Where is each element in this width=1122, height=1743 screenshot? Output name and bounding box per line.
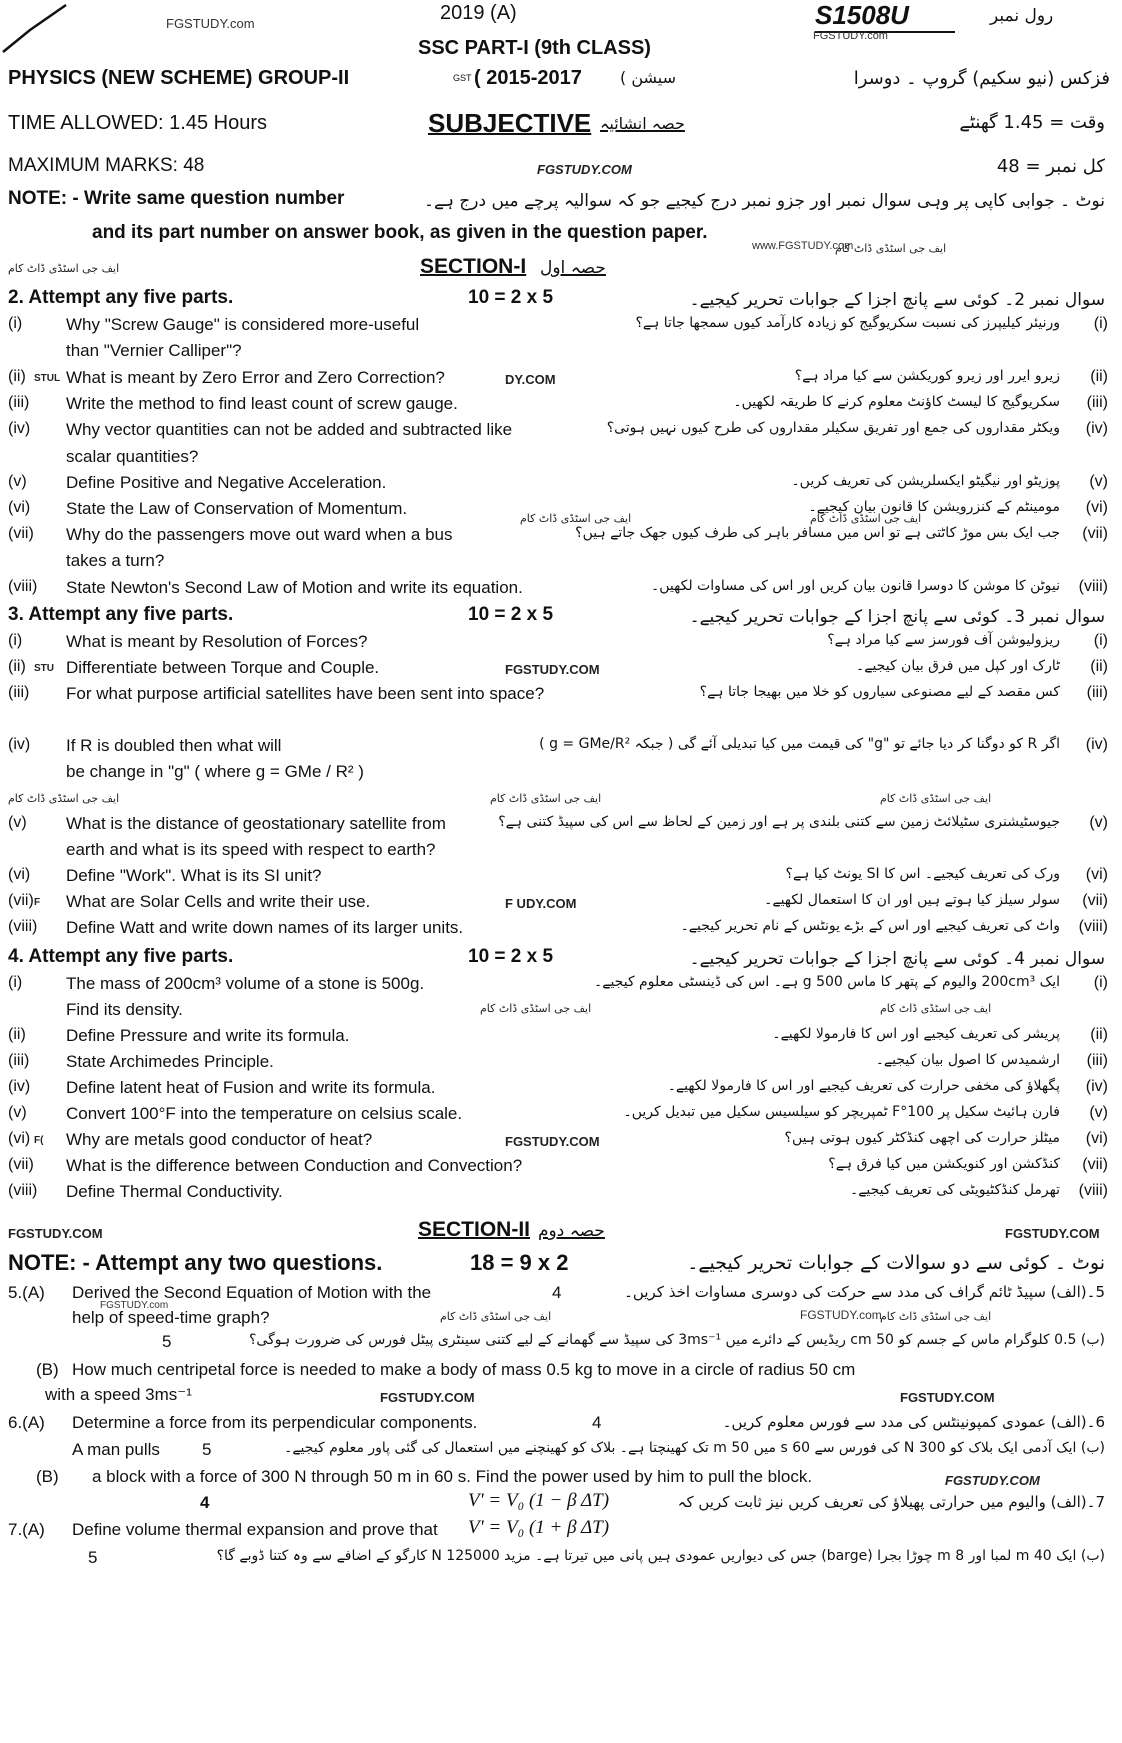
part-number-urdu-side: (iv) (1085, 420, 1108, 437)
part-number-urdu-side: (vi) (1085, 499, 1108, 516)
part-number: (viii) (8, 1182, 38, 1199)
part-text-urdu: ورنیئر کیلیپرز کی نسبت سکریوگیج کو زیادہ کارآمد کیوں سمجھا جاتا ہے؟ (635, 315, 1060, 331)
gst-mark: GST (453, 73, 472, 83)
part-text: Define Watt and write down names of its larger units. (66, 918, 464, 937)
part-text: What is meant by Zero Error and Zero Correction? (66, 368, 445, 387)
part-text: Define Positive and Negative Acceleration. (66, 473, 387, 492)
part-text-urdu: مومینٹم کے کنزرویشن کا قانون بیان کیجیے۔ (808, 499, 1060, 515)
part-text: Why vector quantities can not be added and subtracted like (66, 420, 513, 439)
watermark: FGSTUDY.COM (945, 1473, 1040, 1488)
part-number-urdu-side: (ii) (1090, 658, 1108, 675)
q6a-label: 6.(A) (8, 1413, 45, 1432)
subject-urdu: فزکس (نیو سکیم) گروپ ۔ دوسرا (853, 68, 1110, 89)
q6b-text: a block with a force of 300 N through 50 m in 60 s. Find the power used by him to pull the block. (92, 1467, 813, 1486)
subjective-urdu: حصہ انشائیہ (600, 114, 685, 133)
part-number: (v) (8, 814, 27, 831)
part-text: Define Thermal Conductivity. (66, 1182, 283, 1201)
part-number-urdu-side: (viii) (1078, 1182, 1108, 1199)
part-text-urdu: سولر سیلز کیا ہوتے ہیں اور ان کا استعمال لکھیے۔ (764, 892, 1060, 908)
part-text-urdu: تھرمل کنڈکٹیویٹی کی تعریف کیجیے۔ (849, 1182, 1060, 1198)
part-text-urdu: اگر R کو دوگنا کر دیا جائے تو "g" کی قیمت میں کیا تبدیلی آئے گی ( جبکہ g = GMe/R² ) (539, 736, 1060, 752)
part-text: For what purpose artificial satellites have been sent into space? (66, 684, 545, 703)
roll-number: S1508U (815, 0, 955, 33)
part-text-urdu: میٹلز حرارت کی اچھی کنڈکٹر کیوں ہوتی ہیں؟ (784, 1130, 1060, 1146)
part-number: (vii) (8, 1156, 34, 1173)
part-number: (vii) (8, 892, 34, 909)
part-number-urdu-side: (v) (1089, 1104, 1108, 1121)
part-number: (ii) (8, 368, 26, 385)
section-2-title-urdu: حصہ دوم (538, 1221, 605, 1241)
part-number: (iv) (8, 420, 31, 437)
part-number: (iii) (8, 394, 30, 411)
maximum-marks: MAXIMUM MARKS: 48 (8, 155, 205, 176)
question-heading: 3. Attempt any five parts. (8, 604, 234, 625)
part-number-urdu-side: (i) (1093, 315, 1108, 332)
time-urdu: وقت = 1.45 گھنٹے (959, 112, 1105, 133)
section-2-title: SECTION-II (418, 1218, 531, 1241)
watermark: F (34, 897, 41, 908)
part-number: (v) (8, 1104, 27, 1121)
watermark: STUL (34, 373, 61, 384)
q5b-urdu: (ب) 0.5 کلوگرام ماس کے جسم کو 50 cm ریڈیس کے دائرے میں 3ms⁻¹ کی سپیڈ سے گھمانے کے لیے کتنی سینٹری پیٹل فورس کی ضرورت ہوگی؟ (249, 1332, 1105, 1348)
watermark: DY.COM (505, 372, 556, 387)
subjective-title: SUBJECTIVE (428, 108, 592, 138)
question-heading: 4. Attempt any five parts. (8, 946, 234, 967)
urdu-watermark: ایف جی اسٹڈی ڈاٹ کام (880, 1310, 992, 1323)
part-number: (iii) (8, 684, 30, 701)
q5a-text: Derived the Second Equation of Motion with the (72, 1283, 432, 1302)
part-number-urdu-side: (vii) (1082, 892, 1108, 909)
watermark: F( (34, 1135, 44, 1146)
note-line-2: and its part number on answer book, as given in the question paper. (92, 222, 708, 243)
watermark: FGSTUDY.com (813, 30, 888, 42)
exam-title: SSC PART-I (9th CLASS) (418, 37, 651, 59)
part-number-urdu-side: (iii) (1086, 684, 1108, 701)
part-number: (viii) (8, 578, 38, 595)
part-text-cont: than "Vernier Calliper"? (66, 341, 242, 360)
q7b-marks: 5 (88, 1548, 98, 1567)
watermark: STU (34, 663, 54, 674)
part-text-urdu: پریشر کی تعریف کیجیے اور اس کا فارمولا لکھیے۔ (772, 1026, 1060, 1042)
part-text-urdu: ورک کی تعریف کیجیے۔ اس کا SI یونٹ کیا ہے؟ (785, 866, 1060, 882)
q7-formula-plus: V' = V₀ (1 + β ΔT) (468, 1517, 610, 1538)
part-text: If R is doubled then what will (66, 736, 282, 755)
question-marks: 10 = 2 x 5 (468, 604, 554, 625)
q5b-marks: 5 (162, 1332, 172, 1351)
part-number: (i) (8, 974, 23, 991)
urdu-watermark: ایف جی اسٹڈی ڈاٹ کام (440, 1310, 552, 1323)
q6b-marks: 5 (202, 1440, 212, 1459)
watermark: FGSTUDY.com (166, 16, 255, 31)
part-number-urdu-side: (ii) (1090, 1026, 1108, 1043)
part-text: Define latent heat of Fusion and write its formula. (66, 1078, 436, 1097)
part-text-cont: be change in "g" ( where g = GMe / R² ) (66, 762, 364, 781)
part-text-urdu: ارشمیدس کا اصول بیان کیجیے۔ (875, 1052, 1060, 1068)
part-number: (vii) (8, 525, 34, 542)
part-text: What is meant by Resolution of Forces? (66, 632, 368, 651)
part-number: (vi) (8, 866, 31, 883)
part-text: Differentiate between Torque and Couple. (66, 658, 380, 677)
q5b-text: How much centripetal force is needed to make a body of mass 0.5 kg to move in a circle of radius 50 cm (72, 1360, 856, 1379)
part-text-urdu: جیوسٹیشنری سٹیلائٹ زمین سے کتنی بلندی پر ہے اور زمین کے لحاظ سے اس کی سپیڈ کتنی ہے؟ (498, 814, 1060, 830)
urdu-watermark: ایف جی اسٹڈی ڈاٹ کام (835, 242, 947, 255)
section-2-marks: 18 = 9 x 2 (470, 1250, 569, 1275)
section-1-title-urdu: حصہ اول (540, 258, 606, 278)
part-text-cont: takes a turn? (66, 551, 165, 570)
part-number-urdu-side: (vii) (1082, 525, 1108, 542)
part-number: (vi) (8, 1130, 31, 1147)
q6b-pre: A man pulls (72, 1440, 160, 1459)
session-urdu: سیشن ) (620, 68, 677, 87)
part-text: State Newton's Second Law of Motion and write its equation. (66, 578, 523, 597)
part-number: (iv) (8, 736, 31, 753)
question-marks: 10 = 2 x 5 (468, 287, 554, 308)
part-number-urdu-side: (i) (1093, 974, 1108, 991)
session-years: ( 2015-2017 (474, 67, 582, 89)
question-heading: 2. Attempt any five parts. (8, 287, 234, 308)
q6b-label: (B) (36, 1467, 59, 1486)
q7a-urdu: 7۔(الف) والیوم میں حرارتی پھیلاؤ کی تعریف کریں نیز ثابت کریں کہ (677, 1493, 1105, 1511)
part-number: (v) (8, 473, 27, 490)
part-text: Why "Screw Gauge" is considered more-useful (66, 315, 420, 334)
note-line-1: NOTE: - Write same question number (8, 188, 345, 209)
part-text-cont: scalar quantities? (66, 447, 199, 466)
part-number: (ii) (8, 658, 26, 675)
q5b-text-cont: with a speed 3ms⁻¹ (45, 1385, 192, 1404)
part-number-urdu-side: (vii) (1082, 1156, 1108, 1173)
part-text-cont: Find its density. (66, 1000, 183, 1019)
part-text-urdu: کنڈکشن اور کنویکشن میں کیا فرق ہے؟ (828, 1156, 1060, 1172)
part-number-urdu-side: (ii) (1090, 368, 1108, 385)
watermark: FGSTUDY.COM (380, 1390, 475, 1405)
part-number: (iv) (8, 1078, 31, 1095)
section-1-title: SECTION-I (420, 255, 527, 278)
q7b-urdu: (ب) ایک 40 m لمبا اور 8 m چوڑا بجرا (barge) جس کی دیواریں عمودی ہیں پانی میں تیرتا ہے۔ مزید 125000 N کارگو کے اضافے سے وہ کتنا ڈوبے گا؟ (216, 1548, 1105, 1564)
watermark: FGSTUDY.COM (505, 1134, 600, 1149)
part-number-urdu-side: (vi) (1085, 866, 1108, 883)
question-heading-urdu: سوال نمبر 4۔ کوئی سے پانچ اجزا کے جوابات تحریر کیجیے۔ (689, 949, 1105, 969)
watermark: FGSTUDY.COM (8, 1226, 103, 1241)
part-number-urdu-side: (iv) (1085, 1078, 1108, 1095)
watermark: FGSTUDY.COM (505, 662, 600, 677)
urdu-watermark: ایف جی اسٹڈی ڈاٹ کام (880, 1002, 992, 1015)
q7a-marks: 4 (200, 1493, 210, 1512)
part-text-urdu: پگھلاؤ کی مخفی حرارت کی تعریف کیجیے اور اس کا فارمولا لکھیے۔ (667, 1078, 1060, 1094)
part-number: (i) (8, 315, 23, 332)
part-number: (vi) (8, 499, 31, 516)
watermark: FGSTUDY.com (100, 1300, 169, 1311)
part-text: What are Solar Cells and write their use. (66, 892, 371, 911)
q5a-label: 5.(A) (8, 1283, 45, 1302)
q6a-text: Determine a force from its perpendicular components. (72, 1413, 478, 1432)
part-text-urdu: کس مقصد کے لیے مصنوعی سیاروں کو خلا میں بھیجا جاتا ہے؟ (699, 684, 1060, 700)
q6a-urdu: 6۔(الف) عمودی کمپونینٹس کی مدد سے فورس معلوم کریں۔ (722, 1413, 1105, 1431)
part-text-urdu: زیرو ایرر اور زیرو کوریکشن سے کیا مراد ہے؟ (794, 368, 1060, 384)
part-text-urdu: نیوٹن کا موشن کا دوسرا قانون بیان کریں اور اس کی مساوات لکھیں۔ (651, 578, 1060, 594)
max-marks-urdu: کل نمبر = 48 (996, 156, 1105, 177)
q6b-urdu: (ب) ایک آدمی ایک بلاک کو 300 N کی فورس سے 60 s میں 50 m تک کھینچتا ہے۔ بلاک کو کھینچنے میں استعمال کی گئی پاور معلوم کیجیے۔ (284, 1440, 1105, 1456)
part-number-urdu-side: (v) (1089, 814, 1108, 831)
part-number: (i) (8, 632, 23, 649)
watermark: F UDY.COM (505, 896, 577, 911)
q5a-marks: 4 (552, 1283, 562, 1302)
q7a-text: Define volume thermal expansion and prove that (72, 1520, 438, 1539)
part-number-urdu-side: (v) (1089, 473, 1108, 490)
q7a-label: 7.(A) (8, 1520, 45, 1539)
q5b-label: (B) (36, 1360, 59, 1379)
subject-title: PHYSICS (NEW SCHEME) GROUP-II (8, 67, 350, 89)
part-text: What is the distance of geostationary satellite from (66, 814, 446, 833)
q7-formula-minus: V' = V₀ (1 − β ΔT) (468, 1490, 610, 1511)
part-number-urdu-side: (iii) (1086, 1052, 1108, 1069)
section-2-note: NOTE: - Attempt any two questions. (8, 1250, 383, 1275)
watermark: FGSTUDY.COM (537, 162, 632, 177)
section-2-note-urdu: نوٹ ۔ کوئی سے دو سوالات کے جوابات تحریر کیجیے۔ (687, 1252, 1105, 1274)
part-text: The mass of 200cm³ volume of a stone is 500g. (66, 974, 425, 993)
part-text: Why do the passengers move out ward when a bus (66, 525, 453, 544)
watermark: FGSTUDY.COM (900, 1390, 995, 1405)
part-number-urdu-side: (i) (1093, 632, 1108, 649)
q5a-urdu: 5۔(الف) سپیڈ ٹائم گراف کی مدد سے حرکت کی دوسری مساوات اخذ کریں۔ (624, 1283, 1105, 1301)
part-number: (iii) (8, 1052, 30, 1069)
part-text-urdu: واٹ کی تعریف کیجیے اور اس کے بڑے یونٹس کے نام تحریر کیجیے۔ (680, 918, 1060, 934)
urdu-watermark: ایف جی اسٹڈی ڈاٹ کام (8, 792, 120, 805)
part-text: Why are metals good conductor of heat? (66, 1130, 373, 1149)
part-text: Define Pressure and write its formula. (66, 1026, 350, 1045)
question-heading-urdu: سوال نمبر 2۔ کوئی سے پانچ اجزا کے جوابات تحریر کیجیے۔ (689, 290, 1105, 310)
watermark: FGSTUDY.COM (1005, 1226, 1100, 1241)
q6a-marks: 4 (592, 1413, 602, 1432)
urdu-watermark: ایف جی اسٹڈی ڈاٹ کام (490, 792, 602, 805)
part-number: (viii) (8, 918, 38, 935)
urdu-watermark: ایف جی اسٹڈی ڈاٹ کام (8, 262, 120, 275)
urdu-watermark: ایف جی اسٹڈی ڈاٹ کام (880, 792, 992, 805)
part-text-cont: earth and what is its speed with respect to earth? (66, 840, 436, 859)
roll-label-urdu: رول نمبر (990, 6, 1054, 26)
part-number-urdu-side: (iv) (1085, 736, 1108, 753)
urdu-watermark: ایف جی اسٹڈی ڈاٹ کام (480, 1002, 592, 1015)
part-text: Convert 100°F into the temperature on celsius scale. (66, 1104, 463, 1123)
watermark: www.FGSTUDY.com (752, 240, 854, 252)
urdu-watermark: ایف جی اسٹڈی ڈاٹ کام (810, 512, 922, 525)
part-text: Write the method to find least count of screw gauge. (66, 394, 458, 413)
part-text-urdu: جب ایک بس موڑ کاٹتی ہے تو اس میں مسافر باہر کی طرف کیوں جھک جاتے ہیں؟ (575, 525, 1060, 541)
part-text-urdu: ریزولیوشن آف فورسز سے کیا مراد ہے؟ (827, 632, 1060, 648)
part-text-urdu: ایک 200cm³ والیوم کے پتھر کا ماس 500 g ہے۔ اس کی ڈینسٹی معلوم کیجیے۔ (594, 974, 1060, 990)
question-heading-urdu: سوال نمبر 3۔ کوئی سے پانچ اجزا کے جوابات تحریر کیجیے۔ (689, 607, 1105, 627)
part-number: (ii) (8, 1026, 26, 1043)
pen-stroke-mark (0, 0, 80, 60)
part-number-urdu-side: (vi) (1085, 1130, 1108, 1147)
part-text: State the Law of Conservation of Momentum. (66, 499, 408, 518)
part-text-urdu: پوزیٹو اور نیگیٹو ایکسلریشن کی تعریف کریں۔ (791, 473, 1060, 489)
watermark: FGSTUDY.com (800, 1308, 882, 1322)
part-text: Define "Work". What is its SI unit? (66, 866, 322, 885)
note-urdu: نوٹ ۔ جوابی کاپی پر وہی سوال نمبر اور جزو نمبر درج کیجیے جو کہ سوالیہ پرچے میں درج ہے۔ (424, 191, 1105, 211)
urdu-watermark: ایف جی اسٹڈی ڈاٹ کام (520, 512, 632, 525)
part-number-urdu-side: (viii) (1078, 578, 1108, 595)
part-text-urdu: فارن ہائیٹ سکیل پر 100°F ٹمپریچر کو سیلسیس سکیل میں تبدیل کریں۔ (623, 1104, 1060, 1120)
exam-year: 2019 (A) (440, 2, 517, 24)
part-number-urdu-side: (viii) (1078, 918, 1108, 935)
time-allowed: TIME ALLOWED: 1.45 Hours (8, 112, 267, 134)
part-text: What is the difference between Conduction and Convection? (66, 1156, 523, 1175)
part-number-urdu-side: (iii) (1086, 394, 1108, 411)
part-text-urdu: ویکٹر مقداروں کی جمع اور تفریق سکیلر مقداروں کی طرح کیوں نہیں ہوتی؟ (606, 420, 1060, 436)
q5a-text-cont: help of speed-time graph? (72, 1308, 270, 1327)
part-text-urdu: ٹارک اور کپل میں فرق بیان کیجیے۔ (856, 658, 1060, 674)
question-marks: 10 = 2 x 5 (468, 946, 554, 967)
part-text: State Archimedes Principle. (66, 1052, 274, 1071)
part-text-urdu: سکریوگیج کا لیسٹ کاؤنٹ معلوم کرنے کا طریقہ لکھیں۔ (733, 394, 1060, 410)
